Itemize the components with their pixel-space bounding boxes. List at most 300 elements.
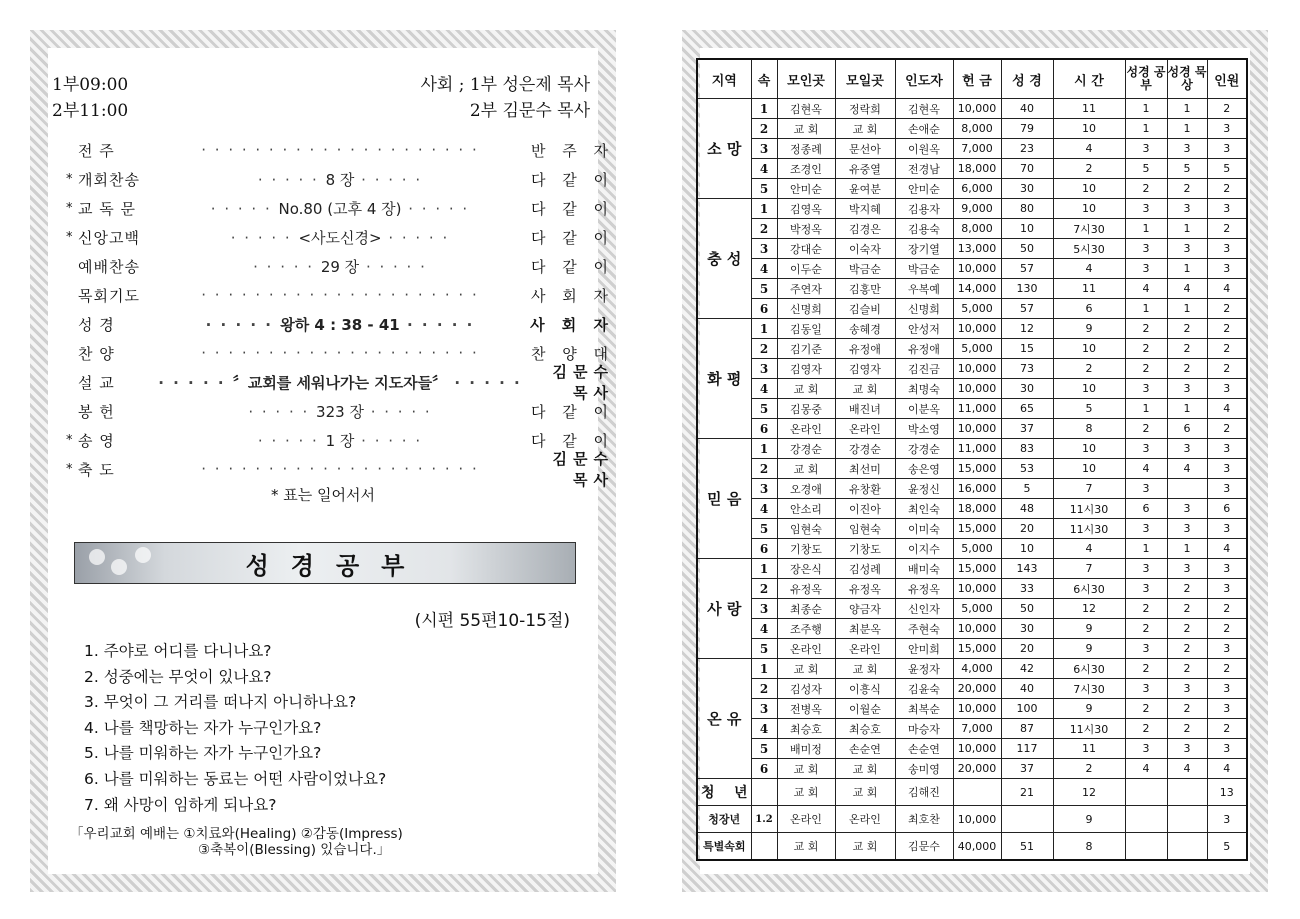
region-cell: 화 평 — [697, 319, 751, 439]
order-leader: 다 같 이 — [530, 228, 614, 247]
host-2: 2부 김문수 목사 — [469, 101, 590, 121]
sok-number — [751, 833, 777, 861]
table-cell: 10,000 — [953, 259, 1001, 279]
sok-number: 1 — [751, 659, 777, 679]
table-cell: 3 — [1207, 439, 1247, 459]
table-cell: 김성자 — [777, 679, 835, 699]
table-row — [697, 219, 1247, 239]
table-cell: 79 — [1001, 119, 1053, 139]
table-cell: 교 회 — [835, 659, 895, 679]
table-row — [697, 159, 1247, 179]
order-detail: 왕하 4 : 38 - 41 — [280, 315, 400, 334]
table-cell: 10,000 — [953, 359, 1001, 379]
table-cell: 유정애 — [835, 339, 895, 359]
table-cell: 전경남 — [895, 159, 953, 179]
table-cell: 3 — [1125, 559, 1167, 579]
order-label: 성 경 — [78, 315, 115, 334]
table-cell: 10 — [1053, 459, 1125, 479]
table-cell: 3 — [1167, 439, 1207, 459]
sok-number: 5 — [751, 279, 777, 299]
table-cell: 9 — [1053, 699, 1125, 719]
table-cell: 37 — [1001, 759, 1053, 779]
table-cell: 5 — [1125, 159, 1167, 179]
table-cell: 15,000 — [953, 519, 1001, 539]
sok-number: 2 — [751, 219, 777, 239]
order-detail: No.80 (고후 4 장) — [278, 199, 402, 218]
table-cell: 2 — [1125, 419, 1167, 439]
table-row — [697, 739, 1247, 759]
table-cell: 3 — [1167, 499, 1207, 519]
table-cell: 이분옥 — [895, 399, 953, 419]
table-cell: 10 — [1053, 179, 1125, 199]
table-cell: 윤정자 — [895, 659, 953, 679]
table-cell: 3 — [1167, 739, 1207, 759]
table-cell: 48 — [1001, 499, 1053, 519]
table-cell: 42 — [1001, 659, 1053, 679]
table-row — [697, 519, 1247, 539]
table-cell: 임현숙 — [835, 519, 895, 539]
order-label: 설 교 — [78, 373, 115, 392]
table-cell: 장기열 — [895, 239, 953, 259]
table-cell: 김홍만 — [835, 279, 895, 299]
table-cell: 57 — [1001, 299, 1053, 319]
sok-number: 5 — [751, 639, 777, 659]
table-cell: 5 — [1207, 833, 1247, 861]
order-label: 송 영 — [78, 431, 115, 450]
table-cell — [953, 779, 1001, 806]
table-cell: 2 — [1167, 639, 1207, 659]
table-row — [697, 199, 1247, 219]
table-row — [697, 679, 1247, 699]
table-cell: 2 — [1207, 339, 1247, 359]
table-cell: 10,000 — [953, 806, 1001, 833]
table-cell: 김동일 — [777, 319, 835, 339]
table-cell: 최호찬 — [895, 806, 953, 833]
table-cell: 2 — [1167, 659, 1207, 679]
table-cell: 2 — [1167, 319, 1207, 339]
table-cell: 3 — [1207, 259, 1247, 279]
table-cell: 1 — [1167, 119, 1207, 139]
table-cell: 2 — [1207, 179, 1247, 199]
table-cell: 2 — [1167, 719, 1207, 739]
table-cell: 온라인 — [777, 419, 835, 439]
table-cell: 80 — [1001, 199, 1053, 219]
table-row — [697, 339, 1247, 359]
order-leader: 김문수 목사 — [552, 363, 614, 402]
table-cell: 37 — [1001, 419, 1053, 439]
region-cell: 온 유 — [697, 659, 751, 779]
table-cell: 12 — [1053, 599, 1125, 619]
host-1: 사회 ; 1부 성은제 목사 — [420, 75, 590, 95]
order-leader: 사 회 자 — [530, 315, 614, 334]
sok-number: 4 — [751, 499, 777, 519]
table-cell: 3 — [1207, 479, 1247, 499]
table-cell — [1167, 806, 1207, 833]
table-cell: 강경순 — [777, 439, 835, 459]
table-cell: 김용자 — [895, 199, 953, 219]
table-cell: 3 — [1207, 199, 1247, 219]
table-cell: 3 — [1207, 459, 1247, 479]
worship-order-item: * 개회찬송 · · · · · 8 장 · · · · · 다 같 이 — [66, 170, 614, 189]
bible-study-title: 성경공부 — [245, 551, 427, 580]
stand-marker: * — [66, 461, 73, 477]
table-cell: 5 — [1053, 399, 1125, 419]
order-leader: 반 주 자 — [530, 141, 614, 160]
table-cell: 2 — [1207, 219, 1247, 239]
table-row — [697, 779, 1247, 806]
table-cell — [1167, 779, 1207, 806]
table-cell: 2 — [1125, 699, 1167, 719]
table-cell: 안미순 — [777, 179, 835, 199]
table-cell: 교 회 — [835, 379, 895, 399]
table-cell: 2 — [1167, 359, 1207, 379]
right-page — [682, 30, 1268, 892]
table-row — [697, 179, 1247, 199]
table-cell: 4 — [1207, 759, 1247, 779]
table-cell: 10,000 — [953, 699, 1001, 719]
order-leader: 다 같 이 — [530, 199, 614, 218]
table-cell: 조경인 — [777, 159, 835, 179]
table-cell: 기창도 — [777, 539, 835, 559]
table-cell: 김영옥 — [777, 199, 835, 219]
order-leader: 사 회 자 — [530, 286, 614, 305]
column-header: 시 간 — [1053, 59, 1125, 99]
order-label: 예배찬송 — [78, 257, 140, 276]
table-cell: 2 — [1125, 719, 1167, 739]
table-cell: 5,000 — [953, 299, 1001, 319]
table-cell: 10 — [1001, 219, 1053, 239]
table-cell: 윤정신 — [895, 479, 953, 499]
region-cell: 믿 음 — [697, 439, 751, 559]
table-cell — [1125, 806, 1167, 833]
table-cell: 57 — [1001, 259, 1053, 279]
table-cell: 8 — [1053, 419, 1125, 439]
study-question: 5. 나를 미워하는 자가 누구인가요? — [84, 744, 322, 763]
table-cell: 교 회 — [777, 759, 835, 779]
cell-meeting-table — [696, 58, 1248, 861]
table-cell: 3 — [1207, 679, 1247, 699]
sok-number: 2 — [751, 459, 777, 479]
table-cell: 20,000 — [953, 679, 1001, 699]
table-cell: 유창환 — [835, 479, 895, 499]
table-header — [697, 59, 1247, 99]
table-cell — [1167, 833, 1207, 861]
table-cell: 20 — [1001, 519, 1053, 539]
table-cell: 3 — [1167, 519, 1207, 539]
table-cell: 2 — [1207, 99, 1247, 119]
table-cell: 143 — [1001, 559, 1053, 579]
worship-order-item: 설 교 · · · · · 〞교회를 세워나가는 지도자들〞 · · · · · 김문수 목사 — [78, 363, 614, 402]
table-cell: 양금자 — [835, 599, 895, 619]
column-header: 모인곳 — [777, 59, 835, 99]
bible-study-banner — [74, 542, 576, 584]
table-cell: 배미숙 — [895, 559, 953, 579]
region-cell: 충 성 — [697, 199, 751, 319]
sok-number: 6 — [751, 299, 777, 319]
table-cell: 3 — [1207, 239, 1247, 259]
table-cell: 10,000 — [953, 379, 1001, 399]
sok-number: 4 — [751, 719, 777, 739]
motto-line-1: 「우리교회 예배는 ①치료와(Healing) ②감동(Impress) — [70, 826, 403, 842]
table-cell: 10,000 — [953, 579, 1001, 599]
table-cell: 2 — [1053, 359, 1125, 379]
motto-line-2: ③축복이(Blessing) 있습니다.」 — [198, 842, 391, 858]
table-cell: 15,000 — [953, 559, 1001, 579]
table-cell: 1 — [1167, 539, 1207, 559]
table-cell: 12 — [1001, 319, 1053, 339]
order-detail: 29 장 — [320, 257, 360, 276]
table-cell: 20,000 — [953, 759, 1001, 779]
worship-order-item: 봉 헌 · · · · · 323 장 · · · · · 다 같 이 — [78, 402, 614, 421]
table-cell: 30 — [1001, 379, 1053, 399]
table-cell: 50 — [1001, 599, 1053, 619]
sok-number: 2 — [751, 579, 777, 599]
region-cell: 사 랑 — [697, 559, 751, 659]
table-cell: 윤여분 — [835, 179, 895, 199]
table-cell: 1 — [1125, 99, 1167, 119]
table-cell: 87 — [1001, 719, 1053, 739]
table-cell: 최분옥 — [835, 619, 895, 639]
order-detail: 8 장 — [325, 170, 355, 189]
table-row — [697, 399, 1247, 419]
table-cell: 16,000 — [953, 479, 1001, 499]
table-cell: 9 — [1053, 619, 1125, 639]
table-cell: 1 — [1125, 219, 1167, 239]
sok-number: 4 — [751, 379, 777, 399]
table-cell: 20 — [1001, 639, 1053, 659]
table-cell: 최복순 — [895, 699, 953, 719]
order-label: 축 도 — [78, 460, 115, 479]
sok-number: 5 — [751, 399, 777, 419]
table-cell: 기창도 — [835, 539, 895, 559]
table-cell: 3 — [1125, 519, 1167, 539]
table-cell: 100 — [1001, 699, 1053, 719]
table-cell: 5 — [1167, 159, 1207, 179]
table-row — [697, 439, 1247, 459]
table-cell: 11시30 — [1053, 499, 1125, 519]
table-cell: 2 — [1207, 659, 1247, 679]
table-cell: 8 — [1053, 833, 1125, 861]
table-cell: 10,000 — [953, 319, 1001, 339]
sok-number: 5 — [751, 739, 777, 759]
table-cell: 1 — [1125, 299, 1167, 319]
service-time-1: 1부09:00 — [52, 75, 129, 95]
table-cell: 3 — [1167, 239, 1207, 259]
table-cell: 최인숙 — [895, 499, 953, 519]
table-cell: 5시30 — [1053, 239, 1125, 259]
table-cell: 7,000 — [953, 719, 1001, 739]
table-cell: 강경순 — [835, 439, 895, 459]
table-row — [697, 806, 1247, 833]
table-cell: 3 — [1167, 139, 1207, 159]
sok-number: 3 — [751, 479, 777, 499]
table-row — [697, 599, 1247, 619]
table-cell: 안미희 — [895, 639, 953, 659]
table-cell — [1001, 806, 1053, 833]
worship-order-item: 전 주 · · · · · · · · · · · · · · · · · · · · · 반 주 자 — [78, 141, 614, 160]
study-question: 4. 나를 책망하는 자가 누구인가요? — [84, 718, 322, 737]
table-cell: 신인자 — [895, 599, 953, 619]
table-cell: 3 — [1125, 739, 1167, 759]
sok-number: 1 — [751, 199, 777, 219]
table-cell: 9 — [1053, 319, 1125, 339]
table-row — [697, 619, 1247, 639]
table-cell: 손애순 — [895, 119, 953, 139]
table-cell — [1125, 833, 1167, 861]
table-cell: 3 — [1207, 699, 1247, 719]
table-cell: 2 — [1125, 179, 1167, 199]
table-cell: 이월순 — [835, 699, 895, 719]
sok-number: 3 — [751, 599, 777, 619]
sok-number: 2 — [751, 339, 777, 359]
table-cell: 3 — [1125, 439, 1167, 459]
table-cell: 3 — [1125, 379, 1167, 399]
table-cell: 박소영 — [895, 419, 953, 439]
table-cell: 2 — [1167, 339, 1207, 359]
table-cell: 박금순 — [835, 259, 895, 279]
table-cell: 교 회 — [777, 833, 835, 861]
table-cell: 2 — [1167, 599, 1207, 619]
table-cell: 11,000 — [953, 439, 1001, 459]
region-cell: 소 망 — [697, 99, 751, 199]
table-cell: 2 — [1207, 599, 1247, 619]
table-cell: 12 — [1053, 779, 1125, 806]
table-cell: 3 — [1125, 579, 1167, 599]
left-page — [30, 30, 616, 892]
table-row — [697, 659, 1247, 679]
stand-marker: * — [66, 171, 73, 187]
table-cell: 11 — [1053, 279, 1125, 299]
sok-number: 6 — [751, 759, 777, 779]
table-cell: 3 — [1167, 559, 1207, 579]
sok-number: 1.2 — [751, 806, 777, 833]
table-cell: 2 — [1125, 659, 1167, 679]
left-content — [48, 48, 614, 874]
table-cell: 온라인 — [835, 639, 895, 659]
table-cell: 교 회 — [777, 659, 835, 679]
table-cell: 3 — [1207, 519, 1247, 539]
table-cell: 30 — [1001, 619, 1053, 639]
table-cell: 2 — [1207, 419, 1247, 439]
worship-order-item: 목회기도 · · · · · · · · · · · · · · · · · · · · · 사 회 자 — [78, 286, 614, 305]
table-cell: 3 — [1125, 479, 1167, 499]
sok-number — [751, 779, 777, 806]
table-cell: 교 회 — [777, 459, 835, 479]
table-cell: 2 — [1125, 319, 1167, 339]
table-row — [697, 699, 1247, 719]
table-cell: 6시30 — [1053, 579, 1125, 599]
table-cell: 33 — [1001, 579, 1053, 599]
table-cell: 2 — [1167, 619, 1207, 639]
table-cell — [1125, 779, 1167, 806]
table-row — [697, 419, 1247, 439]
table-cell: 30 — [1001, 179, 1053, 199]
table-cell: 교 회 — [777, 779, 835, 806]
table-cell: 50 — [1001, 239, 1053, 259]
table-cell: 유중열 — [835, 159, 895, 179]
sok-number: 3 — [751, 699, 777, 719]
table-cell: 전병옥 — [777, 699, 835, 719]
column-header: 헌 금 — [953, 59, 1001, 99]
table-cell: 2 — [1125, 359, 1167, 379]
table-cell: 10 — [1053, 339, 1125, 359]
region-cell: 청장년 — [697, 806, 751, 833]
sok-number: 2 — [751, 119, 777, 139]
table-cell: 9 — [1053, 639, 1125, 659]
table-cell: 40 — [1001, 99, 1053, 119]
table-cell: 5 — [1207, 159, 1247, 179]
table-cell: 최승호 — [777, 719, 835, 739]
table-cell: 1 — [1167, 299, 1207, 319]
order-label: 신앙고백 — [78, 228, 140, 247]
table-cell: 4 — [1125, 759, 1167, 779]
table-cell: 신명희 — [895, 299, 953, 319]
order-leader: 김문수 목사 — [552, 450, 614, 489]
table-cell: 1 — [1167, 399, 1207, 419]
table-cell: 53 — [1001, 459, 1053, 479]
table-cell: 이진아 — [835, 499, 895, 519]
region-cell: 특별속회 — [697, 833, 751, 861]
table-cell: 7 — [1053, 559, 1125, 579]
column-header: 성경 묵상 — [1167, 59, 1207, 99]
table-row — [697, 719, 1247, 739]
table-cell: 3 — [1125, 239, 1167, 259]
study-question: 1. 주야로 어디를 다니나요? — [84, 642, 272, 660]
column-header: 모일곳 — [835, 59, 895, 99]
table-cell: 김영자 — [835, 359, 895, 379]
sok-number: 5 — [751, 179, 777, 199]
table-cell: 65 — [1001, 399, 1053, 419]
table-cell: 2 — [1125, 599, 1167, 619]
table-cell: 15 — [1001, 339, 1053, 359]
table-cell: 40 — [1001, 679, 1053, 699]
table-cell: 2 — [1053, 759, 1125, 779]
table-row — [697, 359, 1247, 379]
worship-order-item: * 신앙고백 · · · · · <사도신경> · · · · · 다 같 이 — [66, 228, 614, 247]
table-cell: 7 — [1053, 479, 1125, 499]
sok-number: 1 — [751, 559, 777, 579]
table-cell: 4 — [1207, 279, 1247, 299]
table-cell: 3 — [1207, 559, 1247, 579]
study-question: 7. 왜 사망이 임하게 되나요? — [84, 795, 277, 814]
table-cell: 김문수 — [895, 833, 953, 861]
table-cell: 10 — [1001, 539, 1053, 559]
table-cell: 2 — [1167, 699, 1207, 719]
table-cell: 6 — [1053, 299, 1125, 319]
order-detail: 323 장 — [316, 402, 364, 421]
worship-order-item: * 송 영 · · · · · 1 장 · · · · · 다 같 이 — [66, 431, 614, 450]
table-cell: 2 — [1207, 299, 1247, 319]
sok-number: 4 — [751, 159, 777, 179]
table-cell: 우복예 — [895, 279, 953, 299]
worship-order-item: 찬 양 · · · · · · · · · · · · · · · · · · · · · 찬 양 대 — [78, 344, 614, 363]
sok-number: 3 — [751, 359, 777, 379]
table-cell: 11 — [1053, 99, 1125, 119]
order-label: 봉 헌 — [78, 402, 115, 421]
table-cell: 1 — [1167, 219, 1207, 239]
table-row — [697, 319, 1247, 339]
study-question: 6. 나를 미워하는 동료는 어떤 사람이었나요? — [84, 770, 387, 788]
table-cell: 2 — [1207, 319, 1247, 339]
table-cell: 6시30 — [1053, 659, 1125, 679]
sok-number: 3 — [751, 239, 777, 259]
table-row — [697, 539, 1247, 559]
table-cell: 3 — [1125, 639, 1167, 659]
table-cell: 3 — [1125, 199, 1167, 219]
church-motto — [70, 826, 403, 858]
stand-marker: * — [66, 432, 73, 448]
table-cell: 10 — [1053, 379, 1125, 399]
